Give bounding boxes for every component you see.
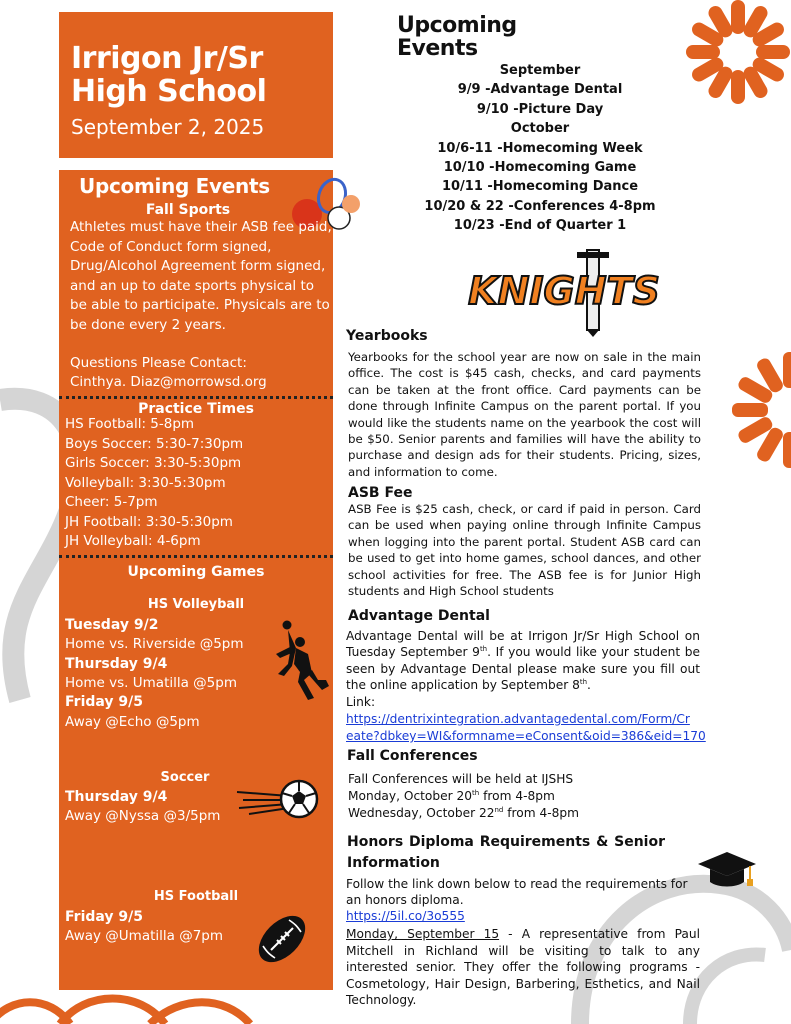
practice-times-heading: Practice Times: [138, 401, 254, 417]
game-day: Friday 9/5: [65, 909, 144, 925]
practice-item: Girls Soccer: 3:30-5:30pm: [65, 455, 242, 471]
volleyball-player-icon: [274, 618, 334, 713]
conf-text: Monday, October 20: [348, 789, 473, 803]
football-icon: [253, 910, 311, 968]
dental-text-part: Advantage Dental will be at Irrigon Jr/Sr High School on Tuesday September 9: [346, 629, 700, 660]
game-day: Friday 9/5: [65, 694, 144, 710]
school-name-line2: High School: [71, 74, 267, 109]
practice-item: HS Football: 5-8pm: [65, 416, 195, 432]
upcoming-games-heading: Upcoming Games: [127, 564, 265, 580]
dental-form-link[interactable]: [346, 711, 706, 745]
conferences-info: [348, 771, 579, 822]
event-item: 9/10 -Picture Day: [476, 101, 604, 117]
practice-item: JH Football: 3:30-5:30pm: [65, 514, 233, 530]
school-name-line1: Irrigon Jr/Sr: [71, 41, 263, 76]
advantage-dental-heading: Advantage Dental: [348, 608, 490, 624]
practice-item: Cheer: 5-7pm: [65, 494, 158, 510]
conferences-location: Fall Conferences will be held at IJSHS: [348, 772, 574, 786]
dental-text-sup: th: [479, 645, 488, 654]
paul-mitchell-text: - A representative from Paul Mitchell in Richland will be visiting to talk to any interested senior. They offer the following programs - Cosmetology, Hair Design, Barbering, Esthetics, and Nail Technology.: [346, 927, 700, 1007]
dental-link-line1[interactable]: https://dentrixintegration.advantagedental.com/Form/Cr: [346, 712, 690, 726]
soccer-heading: Soccer: [160, 770, 210, 785]
conferences-monday: [348, 788, 579, 805]
knights-logo-text: KNIGHTS: [468, 269, 660, 313]
school-header: [59, 12, 333, 158]
graduation-cap-icon: [696, 850, 758, 890]
event-item: 9/9 -Advantage Dental: [457, 82, 623, 98]
practice-item: Boys Soccer: 5:30-7:30pm: [65, 436, 244, 452]
fall-sports-requirements-text: Athletes must have their ASB fee paid, Code of Conduct form signed, Drug/Alcohol Agreement form signed, and an up to date sports physical to be able to participate. Physicals are to be done every 2 years.: [70, 219, 332, 333]
dental-link-line2[interactable]: eate?dbkey=WI&formname=eConsent&oid=386&eid=170: [346, 729, 706, 743]
game-detail: Away @Nyssa @3/5pm: [65, 808, 221, 824]
yearbooks-heading: Yearbooks: [346, 328, 428, 344]
event-item: September: [499, 63, 581, 78]
paul-mitchell-info: [346, 926, 700, 1009]
event-item: 10/20 & 22 -Conferences 4-8pm: [424, 198, 656, 214]
upcoming-events-title: [397, 14, 517, 60]
dental-text-sup: th: [579, 678, 588, 687]
upcoming-events-heading: Upcoming Events: [79, 174, 270, 198]
event-item: October: [510, 121, 570, 137]
upcoming-events-title-line2: Events: [397, 36, 478, 61]
conf-sup: nd: [494, 805, 504, 814]
left-column-panel: [59, 170, 333, 990]
conferences-wednesday: [348, 805, 579, 822]
advantage-dental-text: [346, 628, 700, 694]
game-day: Thursday 9/4: [65, 656, 168, 672]
conf-sup: th: [472, 788, 480, 797]
contact-email: Cinthya. Diaz@morrowsd.org: [70, 374, 267, 390]
practice-item: JH Volleyball: 4-6pm: [65, 533, 201, 549]
game-detail: Away @Echo @5pm: [65, 714, 200, 730]
events-list: [410, 61, 670, 236]
honors-diploma-heading: Honors Diploma Requirements & Senior Information: [347, 834, 665, 871]
school-name: [71, 42, 266, 108]
game-detail: Home vs. Umatilla @5pm: [65, 675, 237, 691]
conf-text: from 4-8pm: [503, 806, 579, 820]
event-item: 10/23 -End of Quarter 1: [453, 218, 627, 234]
orange-wave-bottom-left-decoration: [0, 990, 340, 1024]
event-item: 10/11 -Homecoming Dance: [441, 179, 639, 195]
dental-link-label: Link:: [346, 695, 376, 709]
section-divider: [59, 396, 333, 399]
event-item: 10/6-11 -Homecoming Week: [437, 140, 643, 156]
upcoming-events-title-line1: Upcoming: [397, 13, 517, 38]
conf-text: from 4-8pm: [479, 789, 555, 803]
football-heading: HS Football: [153, 889, 239, 904]
conf-text: Wednesday, October 22: [348, 806, 495, 820]
dental-text-part: .: [587, 678, 591, 693]
fall-sports-heading: Fall Sports: [145, 202, 231, 218]
knights-logo: [468, 242, 660, 338]
dental-text-part: . If you would like your student be seen by Advantage Dental please make sure you fill out the online application by September 8: [346, 645, 700, 693]
newsletter-date: September 2, 2025: [71, 115, 265, 139]
section-divider: [59, 555, 333, 558]
asb-fee-heading: ASB Fee: [348, 485, 413, 501]
fall-conferences-heading: Fall Conferences: [347, 748, 478, 764]
game-detail: Away @Umatilla @7pm: [65, 928, 224, 944]
orange-sunburst-top-right-decoration: [686, 0, 791, 120]
practice-item: Volleyball: 3:30-5:30pm: [65, 475, 226, 491]
honors-intro: Follow the link down below to read the requirements for an honors diploma.: [346, 877, 688, 908]
paul-mitchell-date: Monday, September 15: [346, 927, 500, 941]
soccer-ball-icon: [237, 778, 321, 820]
game-day: Tuesday 9/2: [65, 617, 159, 633]
asb-fee-text: ASB Fee is $25 cash, check, or card if paid in person. Card can be used when paying online through Infinite Campus when logging into the parent portal. Student ASB card can be used to get into home games, school dances, and other school activities for free. The ASB fee is for Junior High students and High School students: [348, 502, 701, 599]
event-item: 10/10 -Homecoming Game: [443, 160, 637, 176]
honors-diploma-link[interactable]: https://5il.co/3o555: [346, 909, 465, 923]
orange-sunburst-mid-right-decoration: [728, 348, 791, 473]
game-day: Thursday 9/4: [65, 789, 168, 805]
volleyball-heading: HS Volleyball: [147, 597, 245, 612]
contact-label: Questions Please Contact:: [70, 355, 247, 371]
game-detail: Home vs. Riverside @5pm: [65, 636, 244, 652]
yearbooks-text: Yearbooks for the school year are now on sale in the main office. The cost is $45 cash, checks, and card payments can be taken at the front office. Card payments can be done through Infinite Campus on the parent portal. If you would like the students name on the yearbook the cost will be $50. Senior parents and families will have the ability to purchase and design ads for their students. Pricing, sizes, and information to come.: [348, 350, 701, 479]
